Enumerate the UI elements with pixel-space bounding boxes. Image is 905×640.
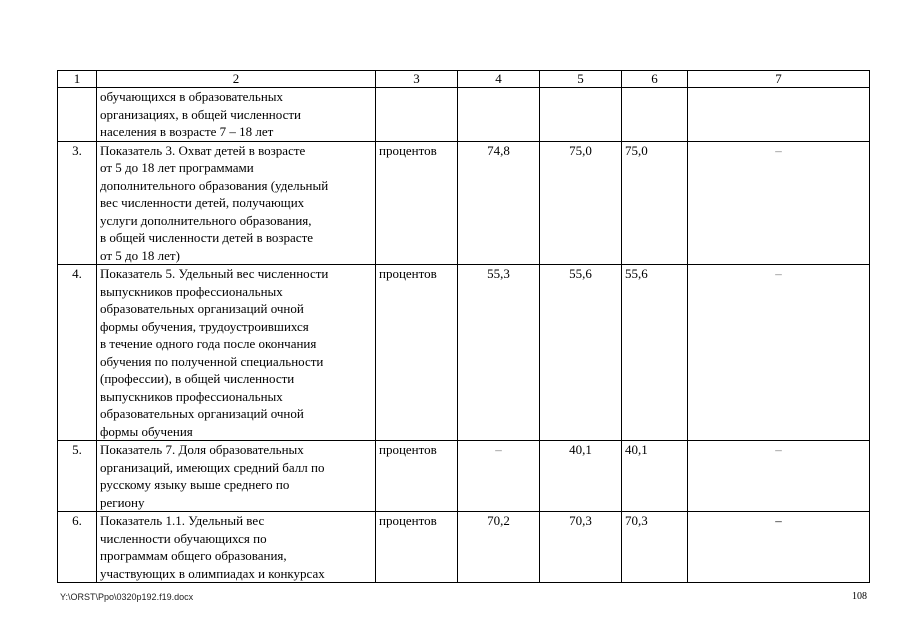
- value-col-5: 55,6: [540, 265, 622, 441]
- column-number-7: 7: [688, 71, 870, 88]
- value-col-5: 40,1: [540, 441, 622, 512]
- column-number-5: 5: [540, 71, 622, 88]
- column-number-2: 2: [97, 71, 376, 88]
- value-col-6: 55,6: [622, 265, 688, 441]
- column-number-6: 6: [622, 71, 688, 88]
- value-col-4: 74,8: [458, 141, 540, 265]
- table-header-row: [58, 71, 870, 88]
- table-row: [58, 141, 870, 265]
- row-number: 5.: [58, 441, 97, 512]
- value-col-4: [458, 88, 540, 142]
- column-number-1: 1: [58, 71, 97, 88]
- document-table: [57, 70, 870, 583]
- row-number: 4.: [58, 265, 97, 441]
- value-col-4: [458, 441, 540, 512]
- unit-cell: [376, 88, 458, 142]
- value-col-7: [688, 141, 870, 265]
- table-row: [58, 441, 870, 512]
- unit-cell: процентов: [376, 141, 458, 265]
- indicator-text: Показатель 7. Доля образовательных организаций, имеющих средний балл по русскому языку выше среднего по региону: [97, 441, 376, 512]
- value-col-4: 70,2: [458, 512, 540, 583]
- value-col-7: –: [688, 512, 870, 583]
- value-col-7: [688, 441, 870, 512]
- footer-file-path: Y:\ORST\Ppo\0320p192.f19.docx: [60, 592, 194, 602]
- dash-mark: –: [495, 442, 502, 457]
- table-row: [58, 88, 870, 142]
- value-col-5: 70,3: [540, 512, 622, 583]
- dash-mark: –: [775, 142, 782, 158]
- table-row: [58, 512, 870, 583]
- row-number: [58, 88, 97, 142]
- indicator-text: Показатель 5. Удельный вес численности выпускников профессиональных образовательных организаций очной формы обучения, трудоустроившихся в течение одного года после окончания обучения по полученной специальности (профессии), в общей численности выпускников профессиональных образовательных организаций очной формы обучения: [97, 265, 376, 441]
- value-col-4: 55,3: [458, 265, 540, 441]
- unit-cell: процентов: [376, 441, 458, 512]
- value-col-5: [540, 88, 622, 142]
- value-col-6: [622, 88, 688, 142]
- page-number: 108: [852, 591, 867, 602]
- value-col-6: 75,0: [622, 141, 688, 265]
- row-number: 3.: [58, 141, 97, 265]
- unit-cell: процентов: [376, 512, 458, 583]
- row-number: 6.: [58, 512, 97, 583]
- column-number-3: 3: [376, 71, 458, 88]
- value-col-6: 70,3: [622, 512, 688, 583]
- indicator-text: Показатель 1.1. Удельный вес численности обучающихся по программам общего образования, участвующих в олимпиадах и конкурсах: [97, 512, 376, 583]
- column-number-4: 4: [458, 71, 540, 88]
- value-col-6: 40,1: [622, 441, 688, 512]
- value-col-7: [688, 265, 870, 441]
- table-row: [58, 265, 870, 441]
- value-col-7: [688, 88, 870, 142]
- dash-mark: –: [775, 442, 782, 457]
- value-col-5: 75,0: [540, 141, 622, 265]
- indicator-text: Показатель 3. Охват детей в возрасте от 5 до 18 лет программами дополнительного образования (удельный вес численности детей, получающих услуги дополнительного образования, в общей численности детей в возрасте от 5 до 18 лет): [97, 141, 376, 265]
- indicator-text: обучающихся в образовательных организациях, в общей численности населения в возрасте 7 – 18 лет: [97, 88, 376, 142]
- unit-cell: процентов: [376, 265, 458, 441]
- dash-mark: –: [775, 266, 782, 281]
